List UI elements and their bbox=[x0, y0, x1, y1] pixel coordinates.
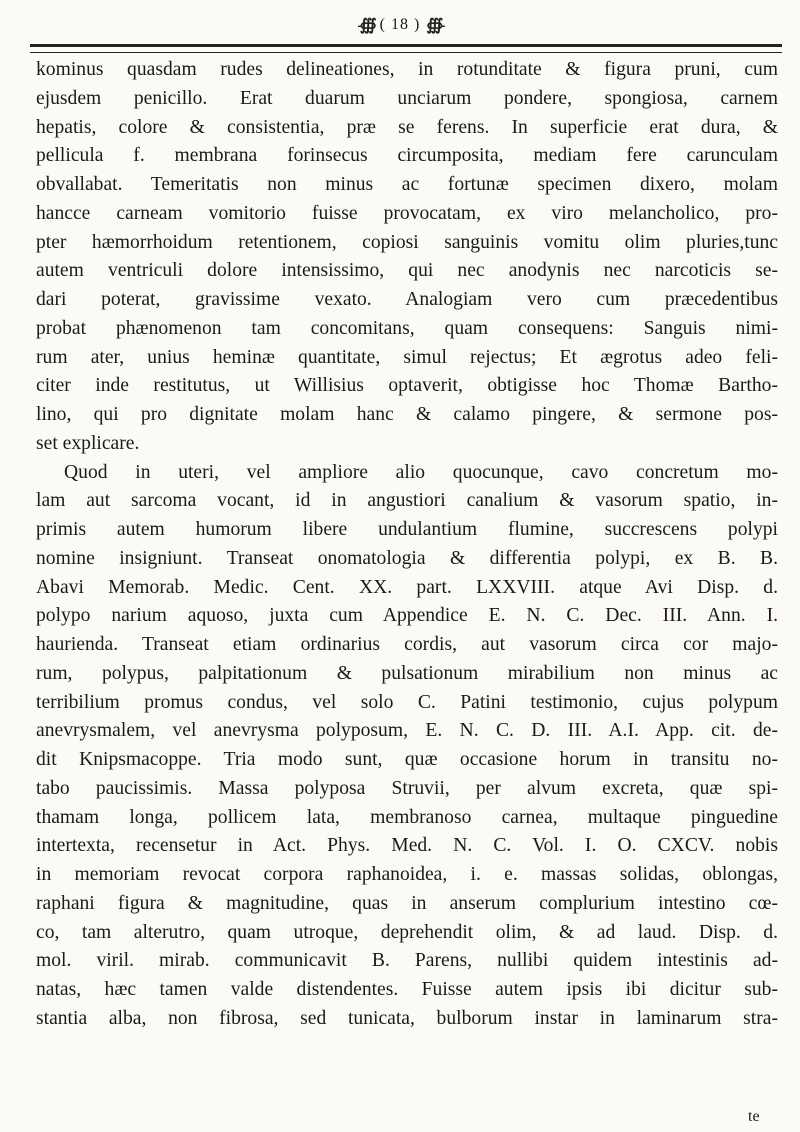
ornament-left: -∰ bbox=[357, 17, 374, 34]
text-line: stantia alba, non fibrosa, sed tunicata, bulborum instar in laminarum stra- bbox=[36, 1007, 778, 1029]
text-line: co, tam alterutro, quam utroque, deprehendit olim, & ad laud. Disp. d. bbox=[36, 921, 778, 943]
text-line: polypo narium aquoso, juxta cum Appendice E. N. C. Dec. III. Ann. I. bbox=[36, 605, 778, 627]
text-line: rum ater, unius heminæ quantitate, simul rejectus; Et ægrotus adeo feli- bbox=[36, 346, 778, 368]
text-line: lino, qui pro dignitate molam hanc & calamo pingere, & sermone pos- bbox=[36, 404, 778, 425]
text-line: dari poterat, gravissime vexato. Analogiam vero cum præcedentibus bbox=[36, 289, 778, 310]
text-line: terribilium promus condus, vel solo C. Patini testimonio, cujus polypum bbox=[36, 691, 778, 713]
text-line: hancce carneam vomitorio fuisse provocatam, ex viro melancholico, pro- bbox=[36, 202, 778, 224]
text-line: mol. viril. mirab. communicavit B. Parens, nullibi quidem intestinis ad- bbox=[36, 950, 778, 972]
text-line: dit Knipsmacoppe. Tria modo sunt, quæ occasione horum in transitu no- bbox=[36, 749, 778, 770]
text-line: probat phænomenon tam concomitans, quam consequens: Sanguis nimi- bbox=[36, 317, 778, 339]
text-line: citer inde restitutus, ut Willisius optaverit, obtigisse hoc Thomæ Bartho- bbox=[36, 375, 778, 397]
text-line: intertexta, recensetur in Act. Phys. Med. N. C. Vol. I. O. CXCV. nobis bbox=[36, 835, 778, 857]
text-line: natas, hæc tamen valde distendentes. Fuisse autem ipsis ibi dicitur sub- bbox=[36, 979, 778, 1000]
text-line: obvallabat. Temeritatis non minus ac fortunæ specimen dixero, molam bbox=[36, 174, 778, 195]
header-rule bbox=[30, 44, 782, 53]
text-line: autem ventriculi dolore intensissimo, qui nec anodynis nec narcoticis se- bbox=[36, 260, 778, 282]
body-text bbox=[36, 56, 778, 1034]
ornament-right: ∰- bbox=[426, 17, 443, 34]
text-line: haurienda. Transeat etiam ordinarius cordis, aut vasorum circa cor majo- bbox=[36, 634, 778, 655]
text-line: lam aut sarcoma vocant, id in angustiori canalium & vasorum spatio, in- bbox=[36, 490, 778, 512]
text-line: nomine insigniunt. Transeat onomatologia & differentia polypi, ex B. B. bbox=[36, 547, 778, 569]
text-line: pter hæmorrhoidum retentionem, copiosi sanguinis vomitu olim pluries,tunc bbox=[36, 231, 778, 253]
text-line: pellicula f. membrana forinsecus circumposita, mediam fere carunculam bbox=[36, 145, 778, 167]
text-line: rum, polypus, palpitationum & pulsationum mirabilium non minus ac bbox=[36, 662, 778, 684]
text-line: raphani figura & magnitudine, quas in anserum complurium intestino cœ- bbox=[36, 892, 778, 914]
text-line: thamam longa, pollicem lata, membranoso carnea, multaque pinguedine bbox=[36, 806, 778, 828]
catchword: te bbox=[748, 1108, 760, 1125]
text-line: Abavi Memorab. Medic. Cent. XX. part. LXXVIII. atque Avi Disp. d. bbox=[36, 576, 778, 598]
text-line: ejusdem penicillo. Erat duarum unciarum pondere, spongiosa, carnem bbox=[36, 87, 778, 109]
text-line: anevrysmalem, vel anevrysma polyposum, E. N. C. D. III. A.I. App. cit. de- bbox=[36, 720, 778, 742]
text-line: Quod in uteri, vel ampliore alio quocunque, cavo concretum mo- bbox=[64, 461, 778, 483]
text-line: hepatis, colore & consistentia, præ se ferens. In superficie erat dura, & bbox=[36, 116, 778, 138]
page-number: ( 18 ) bbox=[379, 16, 421, 33]
text-line: kominus quasdam rudes delineationes, in rotunditate & figura pruni, cum bbox=[36, 59, 778, 80]
text-line: primis autem humorum libere undulantium flumine, succrescens polypi bbox=[36, 519, 778, 540]
text-line: in memoriam revocat corpora raphanoidea, i. e. massas solidas, oblongas, bbox=[36, 864, 778, 885]
running-header bbox=[0, 10, 800, 40]
text-line: tabo paucissimis. Massa polyposa Struvii, per alvum excreta, quæ spi- bbox=[36, 777, 778, 799]
text-line: set explicare. bbox=[36, 432, 140, 454]
